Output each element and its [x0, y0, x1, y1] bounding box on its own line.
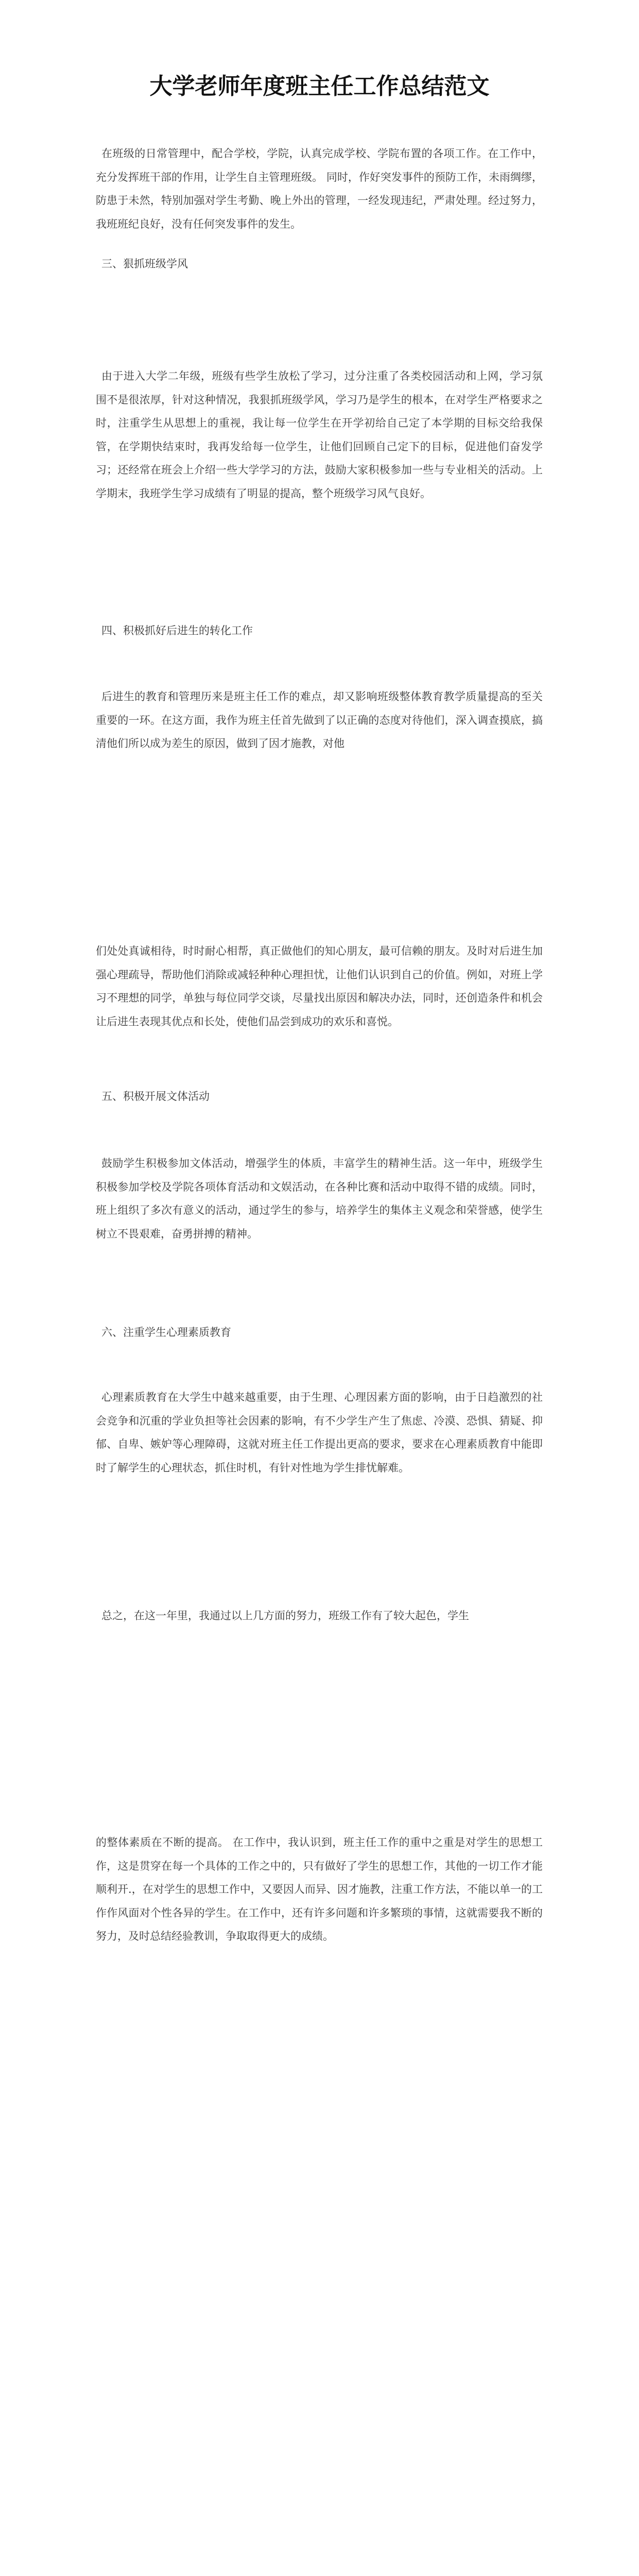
paragraph-study-atmosphere: 由于进入大学二年级，班级有些学生放松了学习，过分注重了各类校园活动和上网，学习氛围不是很浓厚，针对这种情况，我狠抓班级学风，学习乃是学生的根本，在对学生严格要求之时，注重学生从思想上的重视，我让每一位学生在开学初给自己定了本学期的目标交给我保管，在学期快结束时，我再发给每一位学生，让他们回顾自己定下的目标，促进他们奋发学习；还经常在班会上介绍一些大学学习的方法，鼓励大家积极参加一些与专业相关的活动。上学期末，我班学生学习成绩有了明显的提高，整个班级学习风气良好。 [96, 370, 543, 500]
section-heading-3: 三、狠抓班级学风 [101, 258, 188, 270]
paragraph-summary-part1: 总之，在这一年里，我通过以上几方面的努力，班级工作有了较大起色，学生 [101, 1609, 469, 1622]
paragraph-sports-activities: 鼓励学生积极参加文体活动，增强学生的体质，丰富学生的精神生活。这一年中，班级学生积极参加学校及学院各项体育活动和文娱活动，在各种比赛和活动中取得不错的成绩。同时，班上组织了多次有意义的活动，通过学生的参与，培养学生的集体主义观念和荣誉感，使学生树立不畏艰难，奋勇拼搏的精神。 [96, 1157, 543, 1240]
section-heading-4: 四、积极抓好后进生的转化工作 [101, 624, 253, 637]
section-heading-6: 六、注重学生心理素质教育 [101, 1326, 231, 1338]
paragraph-lagging-students-part2: 们处处真诚相待，时时耐心相帮，真正做他们的知心朋友，最可信赖的朋友。及时对后进生加强心理疏导，帮助他们消除或减轻种种心理担忧，让他们认识到自己的价值。例如，对班上学习不理想的同学，单独与每位同学交谈，尽量找出原因和解决办法，同时，还创造条件和机会让后进生表现其优点和长处，使他们品尝到成功的欢乐和喜悦。 [96, 945, 543, 1028]
document-title: 大学老师年度班主任工作总结范文 [149, 73, 490, 99]
paragraph-class-management: 在班级的日常管理中，配合学校，学院，认真完成学校、学院布置的各项工作。在工作中，充分发挥班干部的作用，让学生自主管理班级。 同时，作好突发事件的预防工作，未雨绸缪，防患于未然，特别加强对学生考勤、晚上外出的管理，一经发现违纪，严肃处理。经过努力，我班班纪良好，没有任何突发事件的发生。 [96, 147, 543, 230]
paragraph-summary-part2: 的整体素质在不断的提高。 在工作中，我认识到，班主任工作的重中之重是对学生的思想工作，这是贯穿在每一个具体的工作之中的，只有做好了学生的思想工作，其他的一切工作才能顺利开.，在对学生的思想工作中，又要因人而异、因才施教，注重工作方法，不能以单一的工作作风面对个性各异的学生。在工作中，还有许多问题和许多繁琐的事情，这就需要我不断的努力，及时总结经验教训，争取取得更大的成绩。 [96, 1836, 543, 1942]
paragraph-lagging-students-part1: 后进生的教育和管理历来是班主任工作的难点，却又影响班级整体教育教学质量提高的至关重要的一环。在这方面，我作为班主任首先做到了以正确的态度对待他们，深入调查摸底，搞清他们所以成为差生的原因，做到了因才施教，对他 [96, 690, 543, 750]
section-heading-5: 五、积极开展文体活动 [101, 1090, 210, 1103]
paragraph-mental-health: 心理素质教育在大学生中越来越重要，由于生理、心理因素方面的影响，由于日趋激烈的社会竞争和沉重的学业负担等社会因素的影响，有不少学生产生了焦虑、冷漠、恐惧、猜疑、抑郁、自卑、嫉妒等心理障碍，这就对班主任工作提出更高的要求，要求在心理素质教育中能即时了解学生的心理状态，抓住时机，有针对性地为学生排忧解难。 [96, 1391, 543, 1474]
